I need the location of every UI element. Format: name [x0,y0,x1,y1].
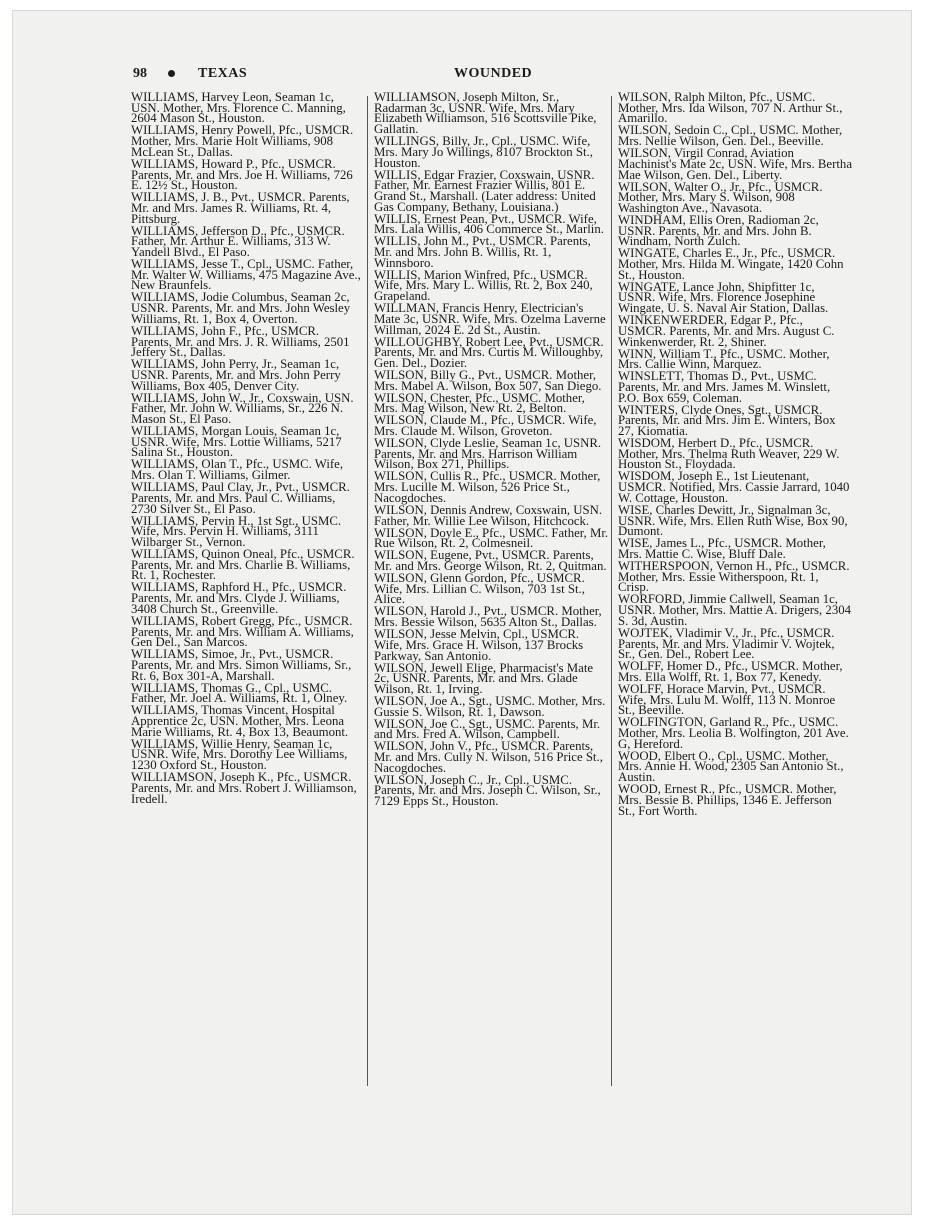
casualty-entry: WILLIAMS, Raphford H., Pfc., USMCR. Parents, Mr. and Mrs. Clyde J. Williams, 3408 Church St., Greenville. [131,580,347,616]
casualty-entry: WILSON, Dennis Andrew, Coxswain, USN. Father, Mr. Willie Lee Wilson, Hitchcock. [374,502,603,528]
casualty-entry: WISDOM, Joseph E., 1st Lieutenant, USMCR. Notified, Mrs. Cassie Jarrard, 1040 W. Cottage, Houston. [618,469,850,505]
casualty-entry: WILLIAMS, Thomas Vincent, Hospital Apprentice 2c, USN. Mother, Mrs. Leona Marie Williams, Rt. 4, Box 13, Beaumont. [131,703,349,739]
casualty-entry: WILSON, Harold J., Pvt., USMCR. Mother, Mrs. Bessie Wilson, 5635 Alton St., Dallas. [374,604,602,630]
state-heading: TEXAS [198,66,248,81]
casualty-entry: WILLMAN, Francis Henry, Electrician's Mate 3c, USNR. Wife, Mrs. Ozelma Laverne Willman, 2024 E. 2d St., Austin. [374,301,606,337]
casualty-entry: WILLIAMS, Quinon Oneal, Pfc., USMCR. Parents, Mr. and Mrs. Charlie B. Williams, Rt. 1, Rochester. [131,546,355,583]
casualty-entry: WINKENWERDER, Edgar P., Pfc., USMCR. Parents, Mr. and Mrs. August C. Winkenwerder, Rt. 2, Shiner. [618,313,835,349]
casualty-entry: WOJTEK, Vladimir V., Jr., Pfc., USMCR. Parents, Mr. and Mrs. Vladimir V. Wojtek, Sr., Gen. Del., Robert Lee. [618,625,835,662]
casualty-entry: WILSON, John V., Pfc., USMCR. Parents, Mr. and Mrs. Cully N. Wilson, 516 Price St., Nacogdoches. [374,739,603,775]
casualty-entry: WINSLETT, Thomas D., Pvt., USMC. Parents, Mr. and Mrs. James M. Winslett, P.O. Box 659, Coleman. [618,369,831,405]
casualty-entry: WILLIAMS, Pervin H., 1st Sgt., USMC. Wife, Mrs. Pervin H. Williams, 3111 Wilbarger St., Vernon. [131,513,342,549]
casualty-entry: WILSON, Jesse Melvin, Cpl., USMCR. Wife, Mrs. Grace H. Wilson, 137 Brocks Parkway, San Antonio. [374,627,584,663]
casualty-entry: WITHERSPOON, Vernon H., Pfc., USMCR. Mother, Mrs. Essie Witherspoon, Rt. 1, Crisp. [618,558,850,595]
casualty-entry: WILLIAMSON, Joseph K., Pfc., USMCR. Parents, Mr. and Mrs. Robert J. Williamson, Iredell. [131,770,357,806]
casualty-entry: WILSON, Walter O., Jr., Pfc., USMCR. Mother, Mrs. Mary S. Wilson, 908 Washington Ave., Navasota. [618,179,823,215]
casualty-entry: WILLIAMS, John Perry, Jr., Seaman 1c, USNR. Parents, Mr. and Mrs. John Perry Williams, Box 405, Denver City. [131,357,341,393]
section-heading: WOUNDED [454,66,533,81]
casualty-entry: WILLIAMS, John W., Jr., Coxswain, USN. Father, Mr. John W. Williams, Sr., 226 N. Mason St., El Paso. [131,390,354,427]
casualty-entry: WILLIAMS, Morgan Louis, Seaman 1c, USNR. Wife, Mrs. Lottie Williams, 5217 Salina St., Houston. [131,424,342,460]
column-divider [367,96,368,1086]
casualty-entry: WINTERS, Clyde Ones, Sgt., USMCR. Parents, Mr. and Mrs. Jim E. Winters, Box 27, Kiomatia. [618,402,836,439]
page-number: 98 [133,66,147,81]
casualty-entry: WORFORD, Jimmie Callwell, Seaman 1c, USNR. Mother, Mrs. Mattie A. Drigers, 2304 S. 3d, Austin. [618,592,852,628]
casualty-entry: WILLIAMS, Henry Powell, Pfc., USMCR. Mother, Mrs. Marie Holt Williams, 908 McLean St., Dallas. [131,123,354,159]
casualty-entry: WISE, James L., Pfc., USMCR. Mother, Mrs. Mattie C. Wise, Bluff Dale. [618,536,826,561]
casualty-entry: WISE, Charles Dewitt, Jr., Signalman 3c, USNR. Wife, Mrs. Ellen Ruth Wise, Box 90, Dumont. [618,502,848,539]
casualty-entry: WILLIAMS, Robert Gregg, Pfc., USMCR. Parents, Mr. and Mrs. William A. Williams, Gen Del., San Marcos. [131,613,354,650]
column-2 [374,92,609,808]
casualty-entry: WOOD, Ernest R., Pfc., USMCR. Mother, Mrs. Bessie B. Phillips, 1346 E. Jefferson St., Fort Worth. [618,782,837,818]
casualty-entry: WILSON, Clyde Leslie, Seaman 1c, USNR. Parents, Mr. and Mrs. Harrison William Wilson, Box 271, Phillips. [374,436,602,472]
casualty-entry: WILSON, Sedoin C., Cpl., USMC. Mother, Mrs. Nellie Wilson, Gen. Del., Beeville. [618,123,843,149]
page-header [0,66,927,86]
casualty-entry: WILLIAMS, Harvey Leon, Seaman 1c, USN. Mother, Mrs. Florence C. Manning, 2604 Mason St., Houston. [131,90,346,126]
casualty-entry: WINGATE, Charles E., Jr., Pfc., USMCR. Mother, Mrs. Hilda M. Wingate, 1420 Cohn St., Houston. [618,246,844,282]
column-3 [618,92,852,818]
casualty-entry: WILSON, Doyle E., Pfc., USMC. Father, Mr. Rue Wilson, Rt. 2, Colmesneil. [374,525,609,551]
casualty-entry: WILLIAMS, J. B., Pvt., USMCR. Parents, Mr. and Mrs. James R. Williams, Rt. 4, Pittsburg. [131,190,350,226]
casualty-entry: WILLIS, John M., Pvt., USMCR. Parents, Mr. and Mrs. John B. Willis, Rt. 1, Winnsboro. [374,234,591,270]
casualty-entry: WILLIAMS, Jesse T., Cpl., USMC. Father, Mr. Walter W. Williams, 475 Magazine Ave., New Braunfels. [131,257,361,293]
casualty-entry: WILLIS, Ernest Pean, Pvt., USMCR. Wife, Mrs. Lala Willis, 406 Commerce St., Marlin. [374,211,604,237]
casualty-entry: WOLFF, Horace Marvin, Pvt., USMCR. Wife, Mrs. Lulu M. Wolff, 113 N. Monroe St., Beeville. [618,681,836,718]
casualty-entry: WILSON, Joseph C., Jr., Cpl., USMC. Parents, Mr. and Mrs. Joseph C. Wilson, Sr., 7129 Epps St., Houston. [374,772,601,809]
casualty-entry: WOOD, Elbert O., Cpl., USMC. Mother, Mrs. Annie H. Wood, 2305 San Antonio St., Austin. [618,748,844,785]
casualty-entry: WILLIAMSON, Joseph Milton, Sr., Radarman 3c, USNR. Wife, Mrs. Mary Elizabeth Williamson, 516 Scottsville Pike, Gallatin. [374,90,597,137]
casualty-entry: WILLINGS, Billy, Jr., Cpl., USMC. Wife, Mrs. Mary Jo Willings, 8107 Brockton St., Houston. [374,134,593,170]
casualty-entry: WINGATE, Lance John, Shipfitter 1c, USNR. Wife, Mrs. Florence Josephine Wingate, U. S. Naval Air Station, Dallas. [618,279,829,316]
casualty-entry: WINDHAM, Ellis Oren, Radioman 2c, USNR. Parents, Mr. and Mrs. John B. Windham, North Zulch. [618,212,819,249]
casualty-entry: WILSON, Eugene, Pvt., USMCR. Parents, Mr. and Mrs. George Wilson, Rt. 2, Quitman. [374,548,607,573]
casualty-entry: WILLIS, Edgar Frazier, Coxswain, USNR. Father, Mr. Earnest Frazier Willis, 801 E. Grand St., Marshall. (Later address: United Gas Company, Bethany, Louisiana.) [374,167,596,214]
casualty-entry: WISDOM, Herbert D., Pfc., USMCR. Mother, Mrs. Thelma Ruth Weaver, 229 W. Houston St., Floydada. [618,436,840,472]
casualty-entry: WILLIAMS, John F., Pfc., USMCR. Parents, Mr. and Mrs. J. R. Williams, 2501 Jeffery St., Dallas. [131,323,350,360]
casualty-entry: WOLFF, Homer D., Pfc., USMCR. Mother, Mrs. Ella Wolff, Rt. 1, Box 77, Kenedy. [618,659,843,684]
casualty-entry: WILSON, Cullis R., Pfc., USMCR. Mother, Mrs. Lucille M. Wilson, 526 Price St., Nacogdoches. [374,469,601,505]
casualty-entry: WOLFINGTON, Garland R., Pfc., USMC. Mother, Mrs. Leolia B. Wolfington, 201 Ave. G, Hereford. [618,715,849,751]
column-1 [131,92,361,806]
casualty-entry: WILLIAMS, Thomas G., Cpl., USMC. Father, Mr. Joel A. Williams, Rt. 1, Olney. [131,680,348,706]
casualty-entry: WILSON, Virgil Conrad, Aviation Machinist's Mate 2c, USN. Wife, Mrs. Bertha Mae Wilson, Gen. Del., Liberty. [618,146,852,182]
casualty-entry: WILSON, Jewell Elige, Pharmacist's Mate 2c, USNR. Parents, Mr. and Mrs. Glade Wilson, Rt. 1, Irving. [374,660,594,696]
casualty-entry: WILLIAMS, Willie Henry, Seaman 1c, USNR. Wife, Mrs. Dorothy Lee Williams, 1230 Oxford St., Houston. [131,736,348,773]
casualty-entry: WILSON, Joe C., Sgt., USMC. Parents, Mr. and Mrs. Fred A. Wilson, Campbell. [374,716,601,742]
casualty-entry: WILSON, Claude M., Pfc., USMCR. Wife, Mrs. Claude M. Wilson, Groveton. [374,413,597,439]
casualty-entry: WILLIAMS, Simoe, Jr., Pvt., USMCR. Parents, Mr. and Mrs. Simon Williams, Sr., Rt. 6, Box 301-A, Marshall. [131,647,352,683]
casualty-entry: WILLIAMS, Paul Clay, Jr., Pvt., USMCR. Parents, Mr. and Mrs. Paul C. Williams, 2730 Silver St., El Paso. [131,480,350,516]
bullet-icon [168,70,175,77]
casualty-entry: WILLIAMS, Howard P., Pfc., USMCR. Parents, Mr. and Mrs. Joe H. Williams, 726 E. 12½ St., Houston. [131,156,353,193]
casualty-entry: WILLIAMS, Jodie Columbus, Seaman 2c, USNR. Parents, Mr. and Mrs. John Wesley Williams, Rt. 1, Box 4, Overton. [131,290,351,326]
casualty-entry: WILSON, Billy G., Pvt., USMCR. Mother, Mrs. Mabel A. Wilson, Box 507, San Diego. [374,367,602,393]
casualty-entry: WINN, William T., Pfc., USMC. Mother, Mrs. Callie Winn, Marquez. [618,346,830,372]
casualty-entry: WILSON, Glenn Gordon, Pfc., USMCR. Wife, Mrs. Lillian C. Wilson, 703 1st St., Alice. [374,570,585,607]
casualty-entry: WILSON, Ralph Milton, Pfc., USMC. Mother, Mrs. Ida Wilson, 707 N. Arthur St., Amarillo. [618,90,843,126]
casualty-entry: WILLIS, Marion Winfred, Pfc., USMCR. Wife, Mrs. Mary L. Willis, Rt. 2, Box 240, Grapeland. [374,267,593,304]
casualty-entry: WILLOUGHBY, Robert Lee, Pvt., USMCR. Parents, Mr. and Mrs. Curtis M. Willoughby, Gen. Del., Dozier. [374,334,604,370]
casualty-entry: WILSON, Chester, Pfc., USMC. Mother, Mrs. Mag Wilson, New Rt. 2, Belton. [374,390,585,416]
casualty-entry: WILLIAMS, Jefferson D., Pfc., USMCR. Father, Mr. Arthur E. Williams, 313 W. Yandell Blvd., El Paso. [131,223,345,260]
casualty-entry: WILLIAMS, Olan T., Pfc., USMC. Wife, Mrs. Olan T. Williams, Gilmer. [131,457,344,483]
column-divider [611,96,612,1086]
casualty-entry: WILSON, Joe A., Sgt., USMC. Mother, Mrs. Gussie S. Wilson, Rt. 1, Dawson. [374,693,606,719]
